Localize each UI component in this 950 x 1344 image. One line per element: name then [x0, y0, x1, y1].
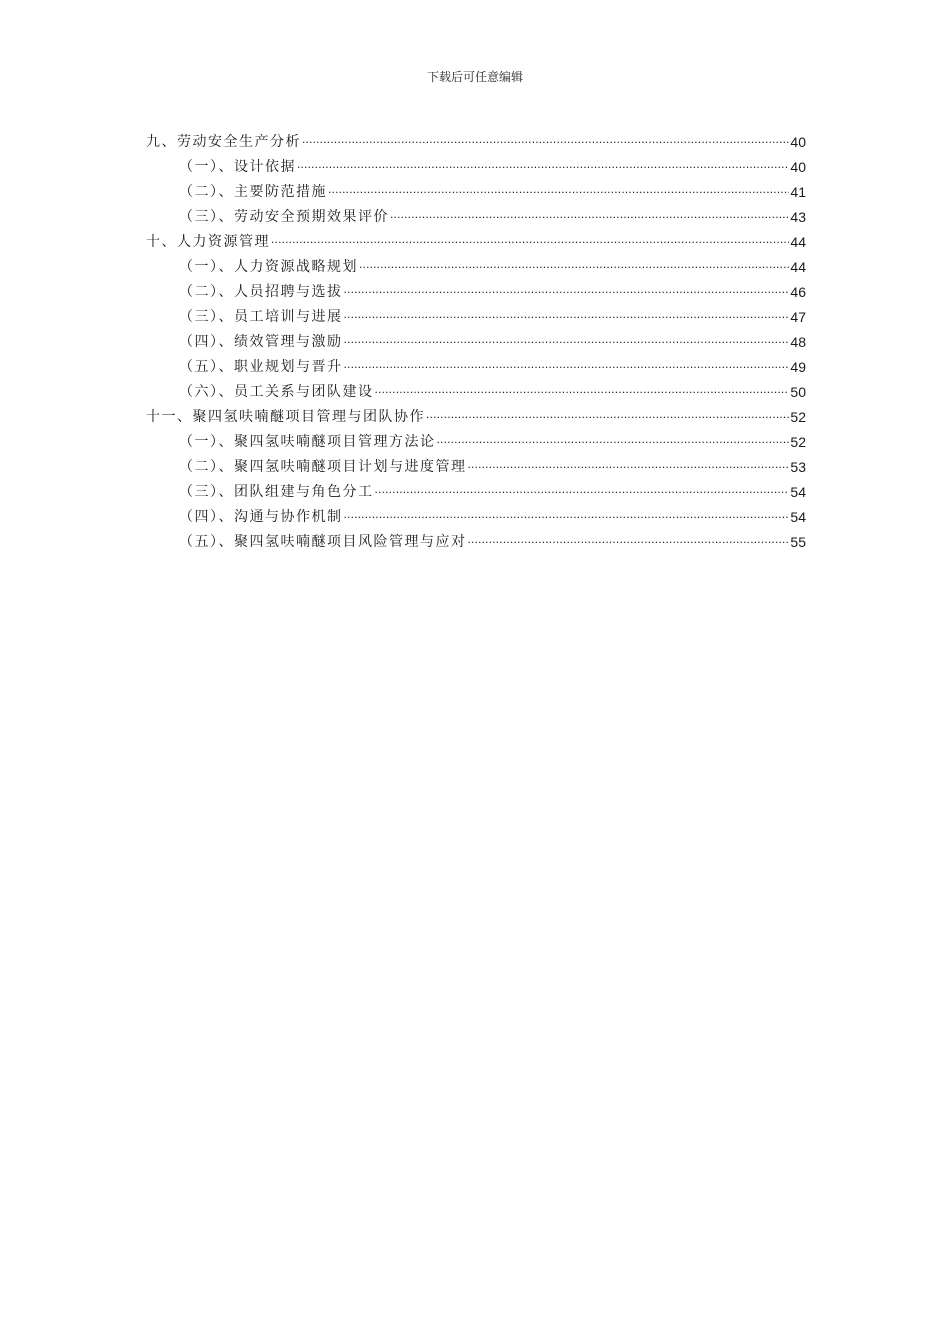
toc-entry[interactable] — [146, 327, 806, 352]
toc-entry-title: （四）、沟通与协作机制 — [179, 509, 343, 525]
toc-entry-page: 52 — [790, 409, 806, 425]
toc-entry-page: 50 — [790, 384, 806, 400]
toc-entry-page: 49 — [790, 359, 806, 375]
toc-dot-leader — [468, 532, 790, 552]
toc-entry-title: （二）、人员招聘与选拔 — [179, 284, 343, 300]
toc-entry[interactable] — [146, 452, 806, 477]
toc-dot-leader — [344, 332, 790, 352]
toc-entry[interactable] — [146, 477, 806, 502]
toc-dot-leader — [426, 407, 789, 427]
toc-dot-leader — [344, 282, 790, 302]
toc-entry[interactable] — [146, 502, 806, 527]
toc-entry-page: 52 — [790, 434, 806, 450]
toc-entry[interactable] — [146, 202, 806, 227]
toc-entry[interactable] — [146, 527, 806, 552]
toc-entry-title: （三）、团队组建与角色分工 — [179, 484, 374, 500]
toc-dot-leader — [297, 157, 789, 177]
toc-dot-leader — [359, 257, 789, 277]
toc-entry-title: 十一、聚四氢呋喃醚项目管理与团队协作 — [146, 409, 425, 425]
toc-dot-leader — [375, 482, 790, 502]
toc-entry-page: 44 — [790, 259, 806, 275]
toc-entry[interactable] — [146, 402, 806, 427]
toc-entry-page: 55 — [790, 534, 806, 550]
toc-entry-title: （三）、员工培训与进展 — [179, 309, 343, 325]
toc-entry-title: （四）、绩效管理与激励 — [179, 334, 343, 350]
toc-entry-title: （五）、职业规划与晋升 — [179, 359, 343, 375]
toc-dot-leader — [328, 182, 789, 202]
toc-entry-title: （一）、人力资源战略规划 — [179, 259, 358, 275]
toc-entry[interactable] — [146, 152, 806, 177]
toc-entry-page: 44 — [790, 234, 806, 250]
toc-dot-leader — [344, 357, 790, 377]
toc-entry[interactable] — [146, 377, 806, 402]
toc-entry-page: 53 — [790, 459, 806, 475]
toc-entry-title: （二）、主要防范措施 — [179, 184, 327, 200]
toc-entry-title: （六）、员工关系与团队建设 — [179, 384, 374, 400]
toc-entry-title: （一）、聚四氢呋喃醚项目管理方法论 — [179, 434, 436, 450]
toc-entry-page: 41 — [790, 184, 806, 200]
page-header: 下载后可任意编辑 — [426, 70, 523, 84]
toc-dot-leader — [344, 507, 790, 527]
toc-dot-leader — [468, 457, 790, 477]
toc-entry-title: （一）、设计依据 — [179, 159, 296, 175]
toc-entry[interactable] — [146, 277, 806, 302]
toc-entry-page: 48 — [790, 334, 806, 350]
toc-dot-leader — [390, 207, 789, 227]
toc-entry-page: 46 — [790, 284, 806, 300]
toc-dot-leader — [344, 307, 790, 327]
toc-entry[interactable] — [146, 427, 806, 452]
toc-entry-page: 40 — [790, 159, 806, 175]
toc-entry[interactable] — [146, 177, 806, 202]
table-of-contents — [146, 127, 806, 552]
toc-entry-title: 十、人力资源管理 — [146, 234, 270, 250]
toc-entry-page: 43 — [790, 209, 806, 225]
toc-entry-page: 47 — [790, 309, 806, 325]
toc-entry[interactable] — [146, 252, 806, 277]
toc-entry[interactable] — [146, 227, 806, 252]
toc-entry-title: 九、劳动安全生产分析 — [146, 134, 301, 150]
toc-entry[interactable] — [146, 352, 806, 377]
toc-dot-leader — [375, 382, 790, 402]
toc-entry-title: （五）、聚四氢呋喃醚项目风险管理与应对 — [179, 534, 467, 550]
toc-entry[interactable] — [146, 302, 806, 327]
toc-dot-leader — [271, 232, 789, 252]
toc-entry-title: （三）、劳动安全预期效果评价 — [179, 209, 389, 225]
toc-entry[interactable] — [146, 127, 806, 152]
toc-entry-title: （二）、聚四氢呋喃醚项目计划与进度管理 — [179, 459, 467, 475]
toc-dot-leader — [437, 432, 790, 452]
toc-entry-page: 54 — [790, 509, 806, 525]
toc-entry-page: 40 — [790, 134, 806, 150]
toc-entry-page: 54 — [790, 484, 806, 500]
toc-dot-leader — [302, 132, 789, 152]
